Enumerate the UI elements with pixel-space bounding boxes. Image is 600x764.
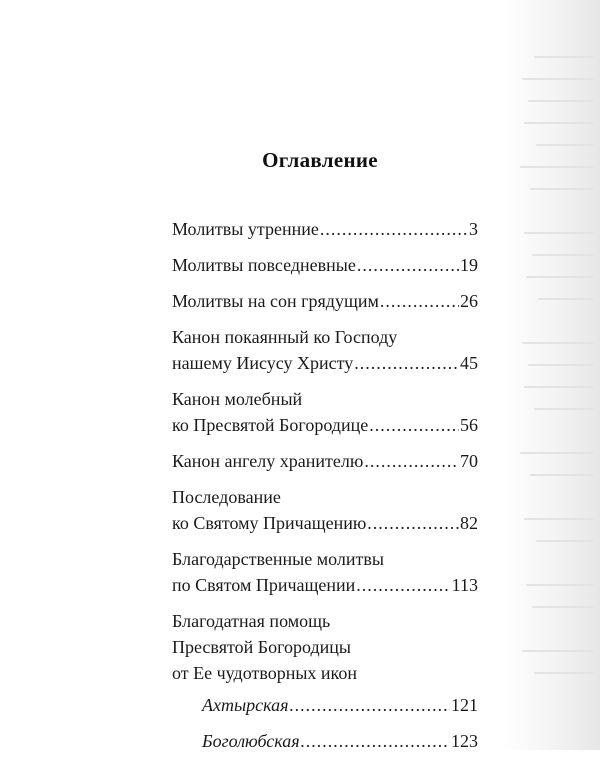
toc-entry[interactable] [172,216,478,242]
toc-page-number: 45 [460,353,478,373]
toc-entry-label: ко Пресвятой Богородице [172,415,369,435]
toc-line [202,728,478,754]
bleed-through-line [532,254,594,256]
toc-entry-line: Благодарственные молитвы [172,549,384,569]
toc-page-number: 70 [460,451,478,471]
toc-page-number: 121 [451,695,478,715]
toc-entry-label: ко Святому Причащению [172,513,367,533]
toc-list [172,216,478,764]
toc-entry-label: Молитвы на сон грядущим [172,291,379,311]
bleed-through-line [524,518,594,520]
toc-entry[interactable] [172,484,478,536]
toc-page-number: 82 [460,513,478,533]
toc-entry-label: Молитвы утренние [172,219,319,239]
toc-entry-line: Пресвятой Богородицы [172,637,351,657]
bleed-through-line [530,188,594,190]
toc-sub-entry[interactable] [202,692,478,718]
toc-entry-line: Последование [172,487,281,507]
toc-entry[interactable] [172,386,478,438]
toc-entry-label: по Святом Причащении [172,575,356,595]
bleed-through-line [528,364,594,366]
toc-entry[interactable] [172,324,478,376]
toc-line [172,412,478,438]
dot-leader [356,572,450,598]
toc-sub-entry-label: Боголюбская [202,731,300,751]
toc-entry-line: Канон молебный [172,389,303,409]
toc-page-number: 19 [460,255,478,275]
toc-entry-line: Канон покаянный ко Господу [172,327,398,347]
bleed-through-line [522,78,594,80]
bleed-through-line [530,474,594,476]
bleed-through-line [520,452,594,454]
bleed-through-line [522,342,594,344]
toc-line [202,692,478,718]
dot-leader [367,510,459,536]
dot-leader [354,350,459,376]
toc-page-number: 113 [451,575,478,595]
toc-entry[interactable] [172,546,478,598]
toc-entry-line: Благодатная помощь [172,611,331,631]
toc-line [172,448,478,474]
toc-line [172,216,478,242]
bleed-through-line [524,386,594,388]
bleed-through-line [534,56,594,58]
bleed-through-line [534,408,594,410]
bleed-through-line [526,584,594,586]
dot-leader [364,448,459,474]
toc-entry-line: от Ее чудотворных икон [172,663,358,683]
bleed-through-line [536,144,594,146]
toc-line [172,252,478,278]
toc-page-number: 123 [451,731,478,751]
dot-leader [301,728,450,754]
toc-page-number: 26 [460,291,478,311]
toc-line [172,288,478,314]
toc-title: Оглавление [262,148,378,172]
dot-leader [320,216,468,242]
toc-entry-label: Молитвы повседневные [172,255,356,275]
dot-leader [369,412,459,438]
toc-section-heading [172,608,478,686]
toc-page-number: 56 [460,415,478,435]
toc-entry-label: нашему Иисусу Христу [172,353,354,373]
toc-line [172,350,478,376]
bleed-through-line [528,100,594,102]
toc-entry-label: Канон ангелу хранителю [172,451,364,471]
bleed-through-line [536,540,594,542]
bleed-through-line [538,298,594,300]
bleed-through-line [534,672,594,674]
toc-line [172,572,478,598]
bleed-through-line [532,606,594,608]
bleed-through-line [524,122,594,124]
toc-line [172,510,478,536]
toc-page-number: 3 [469,219,478,239]
adjacent-page-edge [504,0,600,750]
dot-leader [290,692,450,718]
dot-leader [357,252,459,278]
dot-leader [380,288,459,314]
toc-entry[interactable] [172,448,478,474]
bleed-through-line [524,232,594,234]
bleed-through-line [526,276,594,278]
toc-entry[interactable] [172,252,478,278]
bleed-through-line [522,650,594,652]
toc-sub-entry-label: Ахтырская [202,695,289,715]
toc-sub-entry[interactable] [202,728,478,754]
toc-entry[interactable] [172,288,478,314]
